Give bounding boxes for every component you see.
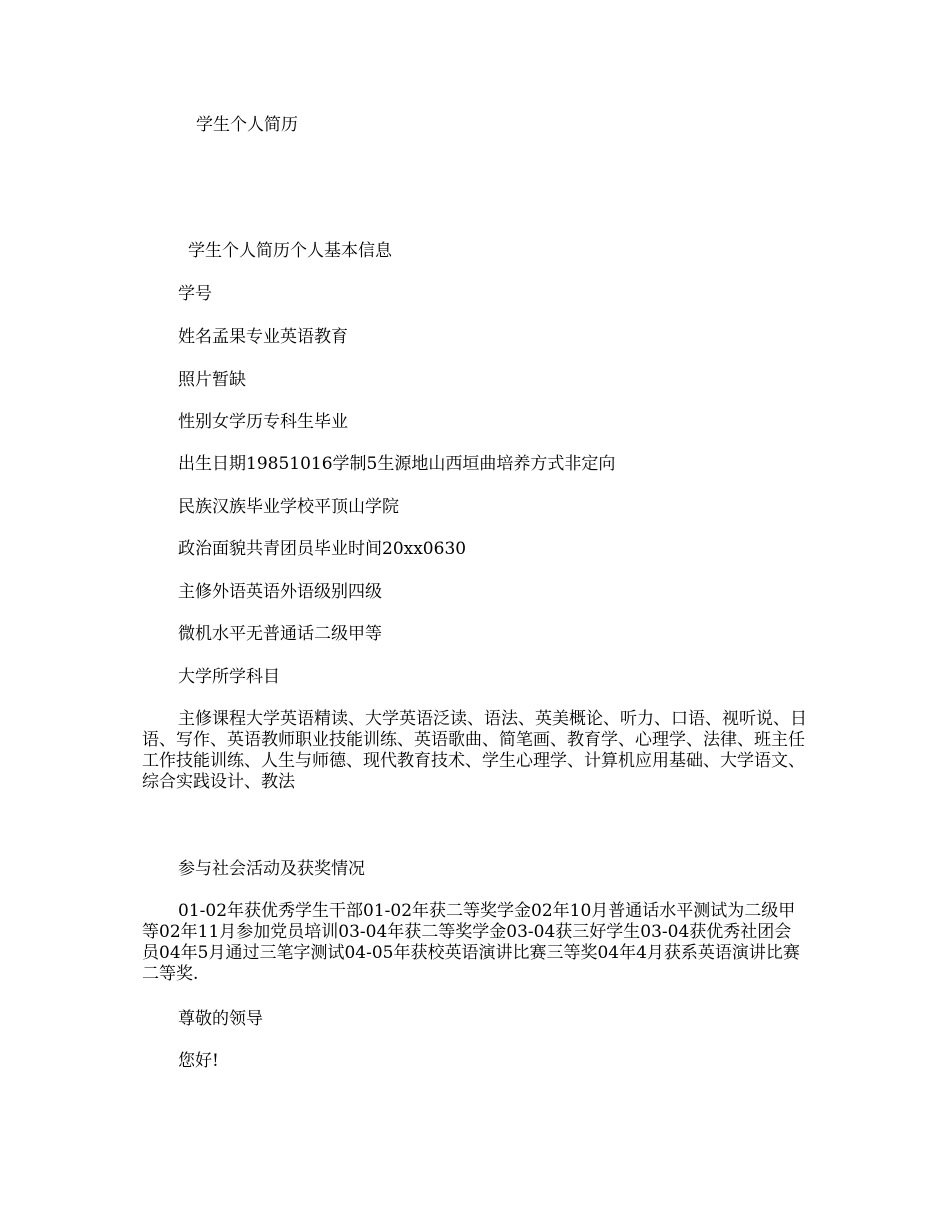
document-title: 学生个人简历 — [196, 115, 298, 135]
info-line-name-major: 姓名孟果专业英语教育 — [178, 327, 348, 347]
info-line-political-status: 政治面貌共青团员毕业时间20xx0630 — [178, 539, 467, 559]
letter-salutation: 您好! — [178, 1051, 219, 1071]
info-line-foreign-language: 主修外语英语外语级别四级 — [178, 582, 382, 602]
info-line-computer-mandarin: 微机水平无普通话二级甲等 — [178, 624, 382, 644]
info-line-gender-education: 性别女学历专科生毕业 — [178, 412, 348, 432]
activities-paragraph: 01-02年获优秀学生干部01-02年获二等奖学金02年10月普通话水平测试为二级甲等02年11月参加党员培训03-04年获二等奖学金03-04获三好学生03-04获优秀社团会员04年5月通过三笔字测试04-05年获校英语演讲比赛三等奖04年4月获系英语演讲比赛二等奖. — [142, 901, 800, 984]
info-line-subjects-heading: 大学所学科目 — [178, 667, 280, 687]
info-line-student-id: 学号 — [178, 284, 212, 304]
letter-greeting: 尊敬的领导 — [178, 1009, 263, 1029]
section-heading-activities: 参与社会活动及获奖情况 — [178, 859, 365, 879]
info-line-ethnicity-school: 民族汉族毕业学校平顶山学院 — [178, 497, 399, 517]
section-heading-basic-info: 学生个人简历个人基本信息 — [188, 241, 392, 261]
info-line-photo: 照片暂缺 — [178, 370, 246, 390]
courses-paragraph: 主修课程大学英语精读、大学英语泛读、语法、英美概论、听力、口语、视听说、日语、写作、英语教师职业技能训练、英语歌曲、简笔画、教育学、心理学、法律、班主任工作技能训练、人生与师德、现代教育技术、学生心理学、计算机应用基础、大学语文、综合实践设计、教法 — [142, 709, 807, 792]
info-line-birth-date: 出生日期19851016学制5生源地山西垣曲培养方式非定向 — [178, 454, 616, 474]
